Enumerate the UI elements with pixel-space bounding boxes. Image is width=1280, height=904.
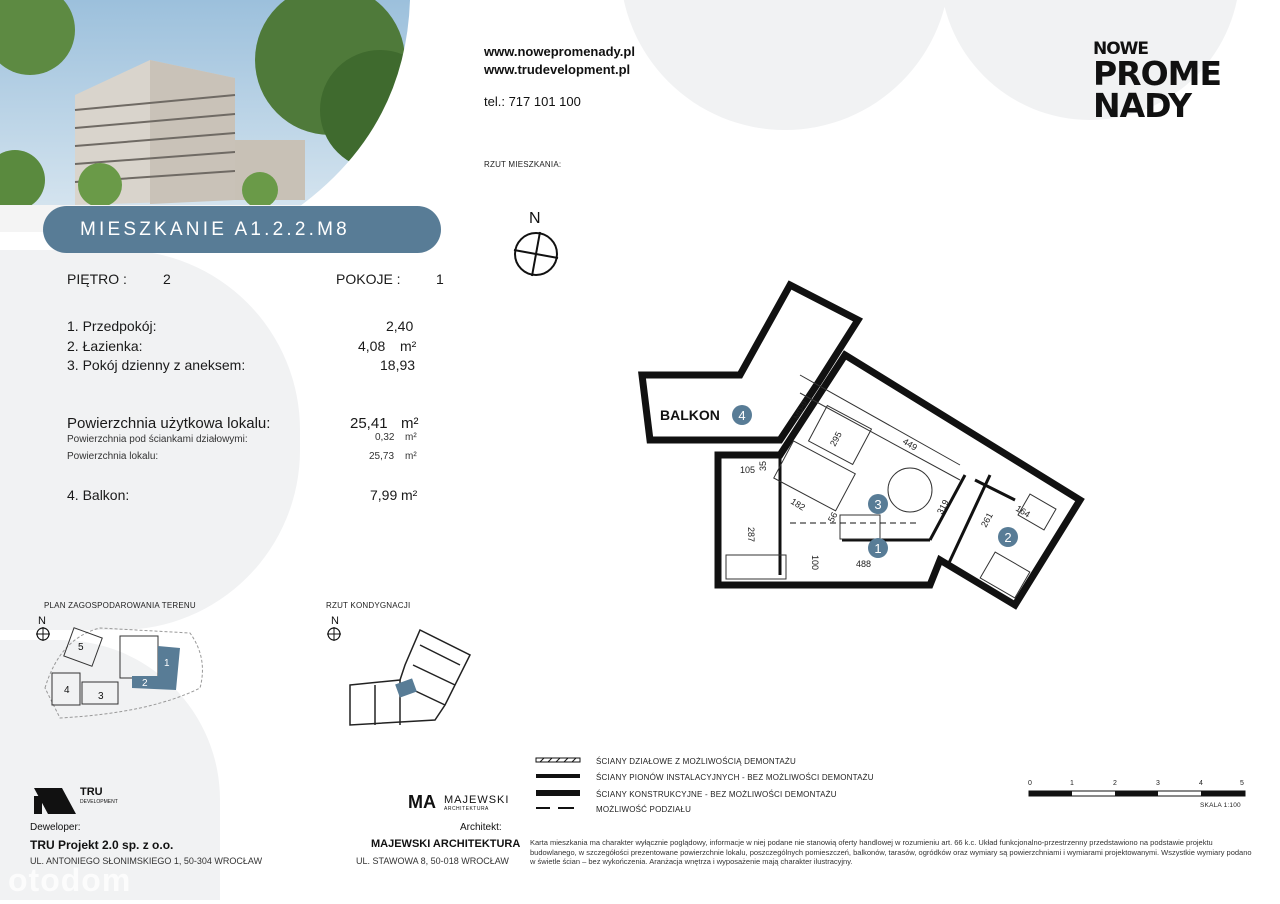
total-area-unit: m²	[405, 451, 417, 462]
scale-bar-graphic	[1028, 790, 1248, 798]
rooms-label: POKOJE :	[336, 271, 401, 287]
scale-tick: 2	[1113, 780, 1118, 787]
under-walls-label: Powierzchnia pod ściankami działowymi:	[67, 434, 248, 445]
architect-name: MAJEWSKI ARCHITEKTURA	[371, 838, 521, 850]
phone-number[interactable]: tel.: 717 101 100	[484, 94, 581, 109]
floor-value: 2	[163, 271, 171, 287]
developer-logo-text: TRU	[80, 786, 103, 798]
building-number: 4	[64, 685, 70, 696]
dimension-label: 287	[746, 527, 756, 543]
rooms-value: 1	[436, 271, 444, 287]
compass-icon	[327, 627, 341, 641]
level-north-label: N	[331, 615, 339, 627]
dimension-label: 488	[856, 559, 872, 569]
usable-area-unit: m²	[401, 415, 419, 432]
site-plan-map	[40, 618, 210, 723]
dimension-label: 295	[827, 429, 844, 448]
legend-item: MOŻLIWOŚĆ PODZIAŁU	[596, 805, 692, 814]
architect-logo-name: MAJEWSKI	[444, 794, 510, 806]
dimension-label: 56	[825, 510, 840, 524]
compass-icon	[512, 230, 560, 278]
dimension-label: 261	[978, 510, 995, 529]
logo-line: PROME	[1093, 54, 1222, 93]
dimension-label: 105	[740, 465, 756, 475]
developer-logo-sub: DEVELOPMENT	[80, 799, 118, 805]
scale-tick: 0	[1028, 780, 1033, 787]
dimension-label: 35	[758, 460, 768, 471]
room-name: 2. Łazienka:	[67, 338, 143, 354]
room-area: 18,93	[380, 357, 416, 373]
dimension-label: 182	[788, 496, 807, 513]
scale-tick: 1	[1070, 780, 1075, 787]
otodom-watermark: otodom	[8, 862, 132, 898]
architect-logo-mark: MA	[408, 792, 436, 812]
under-walls-unit: m²	[405, 432, 417, 443]
usable-area-label: Powierzchnia użytkowa lokalu:	[67, 415, 271, 432]
north-label: N	[529, 210, 541, 227]
scale-label: SKALA 1:100	[1200, 802, 1241, 809]
room-number: 1	[874, 541, 882, 556]
room-number: 2	[1004, 530, 1012, 545]
legend-item: ŚCIANY PIONÓW INSTALACYJNYCH - BEZ MOŻLIWOŚCI DEMONTAŻU	[596, 773, 874, 782]
under-walls-value: 0,32	[375, 432, 395, 443]
dimension-label: MD-0	[791, 399, 809, 421]
building-number: 3	[98, 691, 104, 702]
room-name: 1. Przedpokój:	[67, 318, 157, 334]
building-number: 5	[78, 642, 84, 653]
level-plan-map	[345, 625, 475, 730]
room-number: 4	[738, 408, 746, 423]
building-number: 1	[164, 658, 170, 669]
scale-tick: 3	[1156, 780, 1161, 787]
architect-logo-sub: ARCHITEKTURA	[444, 806, 489, 812]
balcony-value: 7,99	[370, 487, 398, 503]
usable-area-value: 25,41	[350, 415, 388, 432]
balcony-label: BALKON	[660, 407, 720, 423]
plan-caption: RZUT MIESZKANIA:	[484, 160, 562, 169]
dimension-label: 100	[810, 555, 820, 571]
dimension-label: 449	[900, 436, 919, 453]
room-name: 3. Pokój dzienny z aneksem:	[67, 357, 246, 373]
dimension-label: 164	[1013, 503, 1032, 520]
disclaimer-text: Karta mieszkania ma charakter wyłącznie poglądowy, informacje w niej podane nie stanowią oferty handlowej w rozumieniu art. 66 k.c. Układ funkcjonalno-przestrzenny przedstawiono na podstawie projektu budowlanego, w szczegółości prezentowane powierzchnie lokalu, poszczególnych pomieszczeń, balkonów, tarasów, ogródków oraz wymiary są powierzchniami i wymiarami projektowanymi. Wszystkie wymiary podano w świetle ścian – bez wykończenia. Aranżacja wnętrza i wyposażenie mają charakter ilustracyjny.	[530, 838, 1252, 867]
dimension-label: 319	[934, 497, 951, 516]
architect-caption: Architekt:	[460, 822, 502, 833]
developer-name: TRU Projekt 2.0 sp. z o.o.	[30, 838, 174, 852]
scale-tick: 4	[1199, 780, 1204, 787]
logo-line: NADY	[1093, 86, 1192, 125]
level-plan-title: RZUT KONDYGNACJI	[326, 601, 411, 610]
room-number: 3	[874, 497, 882, 512]
legend-item: ŚCIANY KONSTRUKCYJNE - BEZ MOŻLIWOŚCI DEMONTAŻU	[596, 790, 837, 799]
website-link[interactable]: www.trudevelopment.pl	[484, 62, 631, 77]
architect-address: UL. STAWOWA 8, 50-018 WROCŁAW	[356, 856, 509, 866]
building-number: 2	[142, 678, 148, 689]
legend-item: ŚCIANY DZIAŁOWE Z MOŻLIWOŚCIĄ DEMONTAŻU	[596, 757, 796, 766]
room-area: 4,08	[358, 338, 386, 354]
developer-address: UL. ANTONIEGO SŁONIMSKIEGO 1, 50-304 WROCŁAW	[30, 856, 263, 866]
total-area-label: Powierzchnia lokalu:	[67, 451, 159, 462]
scale-tick: 5	[1240, 780, 1245, 787]
apartment-floor-plan	[630, 275, 1090, 615]
balcony-unit: m²	[401, 487, 418, 503]
apartment-title: MIESZKANIE A1.2.2.M8	[43, 206, 441, 253]
hero-mask-curve	[0, 0, 1280, 300]
room-unit: m²	[400, 338, 417, 354]
floor-label: PIĘTRO :	[67, 271, 127, 287]
room-area: 2,40	[386, 318, 414, 334]
site-north-label: N	[38, 615, 46, 627]
logo-line: NOWE	[1093, 39, 1149, 59]
site-plan-title: PLAN ZAGOSPODAROWANIA TERENU	[44, 601, 196, 610]
nowe-promenady-logo	[1093, 39, 1253, 125]
balcony-label: 4. Balkon:	[67, 487, 130, 503]
website-link[interactable]: www.nowepromenady.pl	[484, 44, 635, 59]
scale-bar	[1028, 780, 1248, 810]
north-arrow	[510, 210, 560, 280]
tru-logo-icon	[32, 786, 78, 816]
legend-symbols	[534, 756, 584, 816]
total-area-value: 25,73	[369, 451, 395, 462]
developer-caption: Deweloper:	[30, 822, 81, 833]
